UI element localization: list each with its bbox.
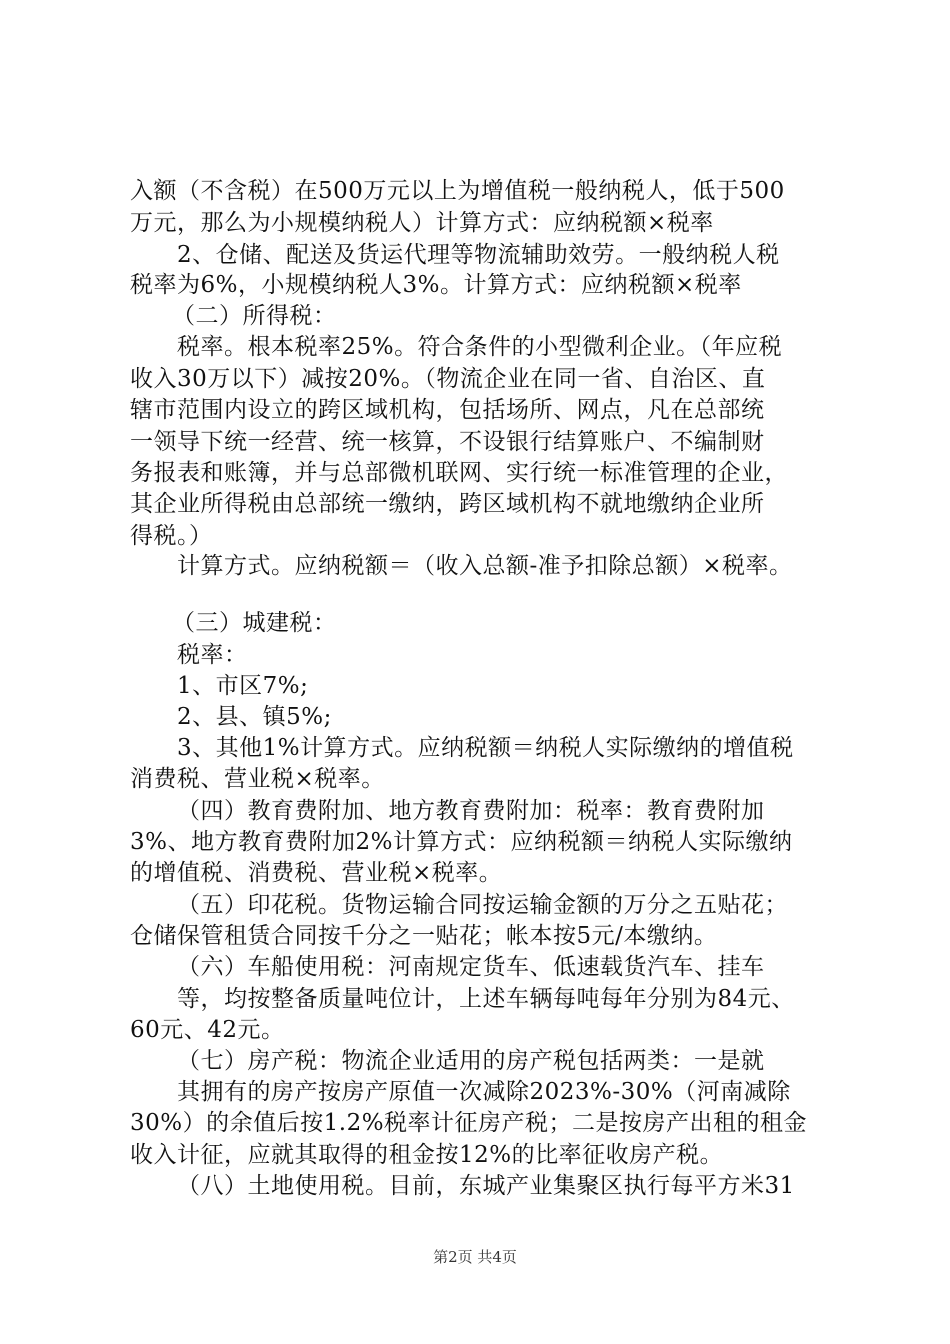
section-heading: （五）印花税。货物运输合同按运输金额的万分之五贴花； [177, 892, 788, 918]
paragraph-line: 税率为6%，小规模纳税人3%。计算方式：应纳税额×税率 [130, 272, 742, 298]
paragraph-line: 得税。） [130, 523, 213, 549]
list-item: 2、县、镇5%; [177, 704, 332, 730]
paragraph-line: 的增值税、消费税、营业税×税率。 [130, 860, 503, 886]
page-number-footer: 第2页 共4页 [433, 1248, 517, 1266]
paragraph-line: 消费税、营业税×税率。 [130, 766, 385, 792]
paragraph-line: 仓储保管租赁合同按千分之一贴花；帐本按5元/本缴纳。 [130, 923, 718, 949]
paragraph-line: 万元，那么为小规模纳税人）计算方式：应纳税额×税率 [130, 210, 714, 236]
section-heading: （四）教育费附加、地方教育费附加：税率：教育费附加 [177, 798, 765, 824]
paragraph-line: 等，均按整备质量吨位计，上述车辆每吨每年分别为84元、 [177, 986, 795, 1012]
list-item: 3、其他1%计算方式。应纳税额＝纳税人实际缴纳的增值税 [177, 735, 794, 761]
section-heading: （七）房产税：物流企业适用的房产税包括两类：一是就 [177, 1048, 765, 1074]
paragraph-line: 60元、42元。 [130, 1017, 285, 1043]
paragraph-line: 2、仓储、配送及货运代理等物流辅助效劳。一般纳税人税 [177, 242, 780, 268]
section-heading: （八）土地使用税。目前，东城产业集聚区执行每平方米31 [177, 1173, 795, 1199]
section-heading: （六）车船使用税：河南规定货车、低速载货汽车、挂车 [177, 954, 765, 980]
paragraph-line: 入额（不含税）在500万元以上为增值税一般纳税人，低于500 [130, 178, 785, 204]
paragraph-line: 3%、地方教育费附加2%计算方式：应纳税额＝纳税人实际缴纳 [130, 829, 793, 855]
list-item: 1、市区7%; [177, 673, 309, 699]
paragraph-line: 税率： [177, 642, 248, 668]
paragraph-line: 辖市范围内设立的跨区域机构，包括场所、网点，凡在总部统 [130, 397, 765, 423]
paragraph-line: 30%）的余值后按1.2%税率计征房产税；二是按房产出租的租金 [130, 1110, 808, 1136]
paragraph-line: 其企业所得税由总部统一缴纳，跨区域机构不就地缴纳企业所 [130, 491, 765, 517]
paragraph-line: 其拥有的房产按房产原值一次减除2023%-30%（河南减除 [177, 1079, 791, 1105]
paragraph-line: 税率。根本税率25%。符合条件的小型微利企业。（年应税 [177, 334, 783, 360]
paragraph-line: 一领导下统一经营、统一核算，不设银行结算账户、不编制财 [130, 429, 765, 455]
paragraph-line: 务报表和账簿，并与总部微机联网、实行统一标准管理的企业， [130, 460, 788, 486]
paragraph-line: 收入30万以下）减按20%。（物流企业在同一省、自治区、直 [130, 366, 766, 392]
paragraph-line: 计算方式。应纳税额＝（收入总额-准予扣除总额）×税率。 [177, 553, 793, 579]
section-heading: （三）城建税： [172, 610, 337, 636]
paragraph-line: 收入计征，应就其取得的租金按12%的比率征收房产税。 [130, 1142, 724, 1168]
section-heading: （二）所得税： [172, 303, 337, 329]
